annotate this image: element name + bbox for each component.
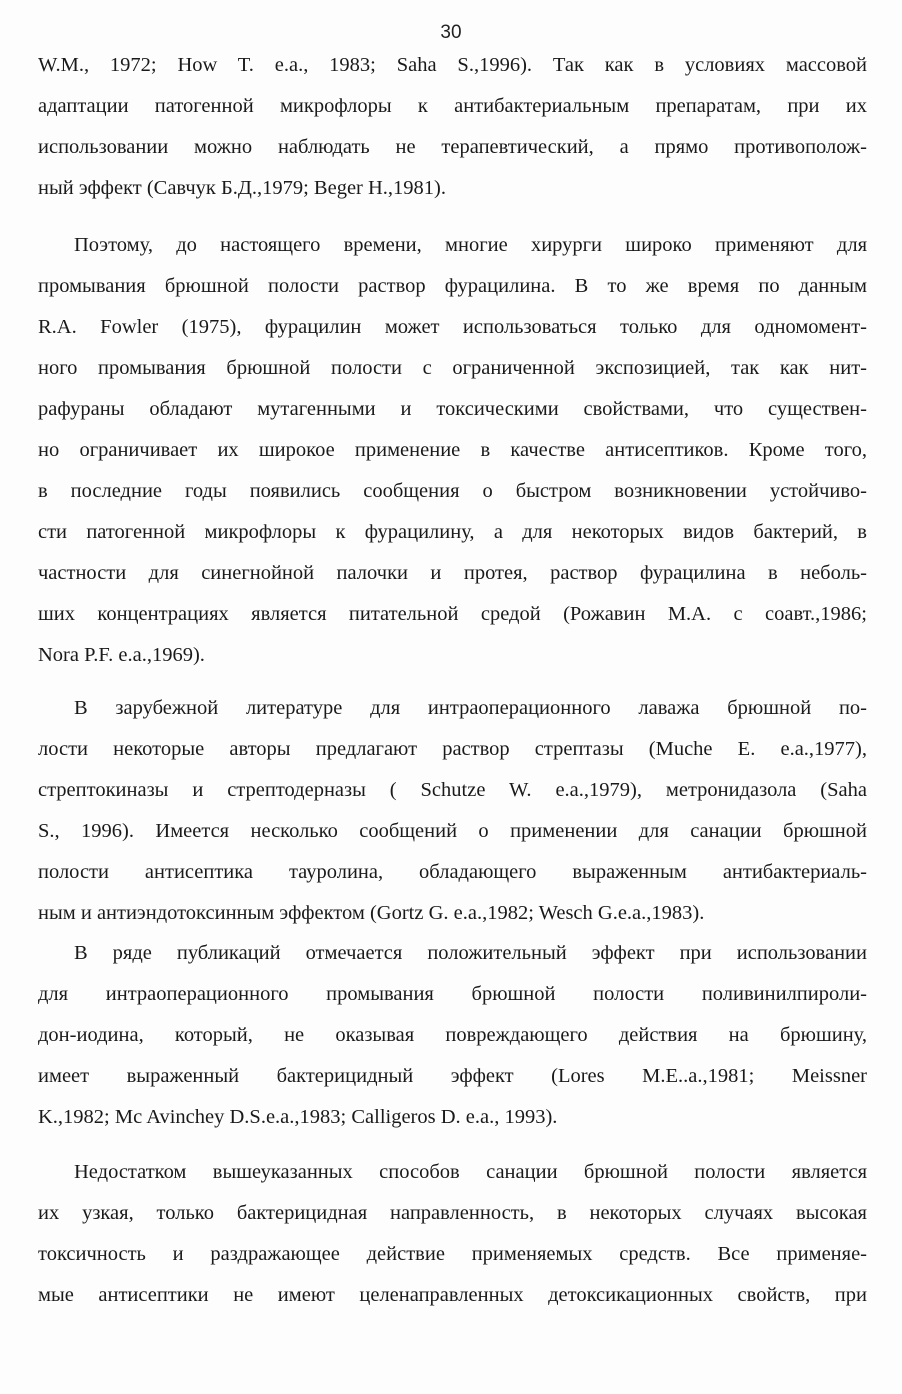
text-line: В ряде публикаций отмечается положительный эффект при использовании — [74, 942, 867, 964]
text-line: ного промывания брюшной полости с ограниченной экспозицией, так как нит- — [38, 357, 867, 379]
text-line: Поэтому, до настоящего времени, многие хирурги широко применяют для — [74, 234, 867, 256]
text-line: их узкая, только бактерицидная направленность, в некоторых случаях высокая — [38, 1202, 867, 1224]
text-line: промывания брюшной полости раствор фурацилина. В то же время по данным — [38, 275, 867, 297]
text-line: полости антисептика тауролина, обладающего выраженным антибактериаль- — [38, 861, 867, 883]
text-line: токсичность и раздражающее действие применяемых средств. Все применяе- — [38, 1243, 867, 1265]
text-line: для интраоперационного промывания брюшной полости поливинилпироли- — [38, 983, 867, 1005]
text-line: но ограничивает их широкое применение в качестве антисептиков. Кроме того, — [38, 439, 867, 461]
text-line: адаптации патогенной микрофлоры к антибактериальным препаратам, при их — [38, 95, 867, 117]
text-line: в последние годы появились сообщения о быстром возникновении устойчиво- — [38, 480, 867, 502]
text-line: рафураны обладают мутагенными и токсическими свойствами, что существен- — [38, 398, 867, 420]
text-line: ный эффект (Савчук Б.Д.,1979; Beger H.,1981). — [38, 177, 447, 199]
page-number: 30 — [440, 22, 462, 43]
paragraph — [38, 933, 867, 1138]
paragraph — [38, 45, 867, 209]
text-line: сти патогенной микрофлоры к фурацилину, а для некоторых видов бактерий, в — [38, 521, 867, 543]
text-line: имеет выраженный бактерицидный эффект (Lores M.E..a.,1981; Meissner — [38, 1065, 867, 1087]
text-line: стрептокиназы и стрептодерназы ( Schutze W. e.a.,1979), метронидазола (Saha — [38, 779, 867, 801]
text-line: ным и антиэндотоксинным эффектом (Gortz G. e.a.,1982; Wesch G.e.a.,1983). — [38, 902, 705, 924]
paragraph — [38, 688, 867, 934]
text-line: ших концентрациях является питательной средой (Рожавин М.А. с соавт.,1986; — [38, 603, 867, 625]
paragraph — [38, 225, 867, 676]
text-line: В зарубежной литературе для интраоперационного лаважа брюшной по- — [74, 697, 867, 719]
text-line: Недостатком вышеуказанных способов санации брюшной полости является — [74, 1161, 867, 1183]
text-line: лости некоторые авторы предлагают раствор стрептазы (Muche E. e.a.,1977), — [38, 738, 867, 760]
text-line: использовании можно наблюдать не терапевтический, а прямо противополож- — [38, 136, 867, 158]
text-line: мые антисептики не имеют целенаправленных детоксикационных свойств, при — [38, 1284, 867, 1306]
text-line: K.,1982; Mc Avinchey D.S.e.a.,1983; Calligeros D. e.a., 1993). — [38, 1106, 558, 1128]
text-line: Nora P.F. e.a.,1969). — [38, 644, 205, 666]
text-line: частности для синегнойной палочки и протея, раствор фурацилина в неболь- — [38, 562, 867, 584]
text-line: дон-иодина, который, не оказывая повреждающего действия на брюшину, — [38, 1024, 867, 1046]
paragraph — [38, 1152, 867, 1316]
text-line: R.A. Fowler (1975), фурацилин может использоваться только для одномомент- — [38, 316, 867, 338]
text-line: W.M., 1972; How T. e.a., 1983; Saha S.,1996). Так как в условиях массовой — [38, 54, 867, 76]
text-line: S., 1996). Имеется несколько сообщений о применении для санации брюшной — [38, 820, 867, 842]
